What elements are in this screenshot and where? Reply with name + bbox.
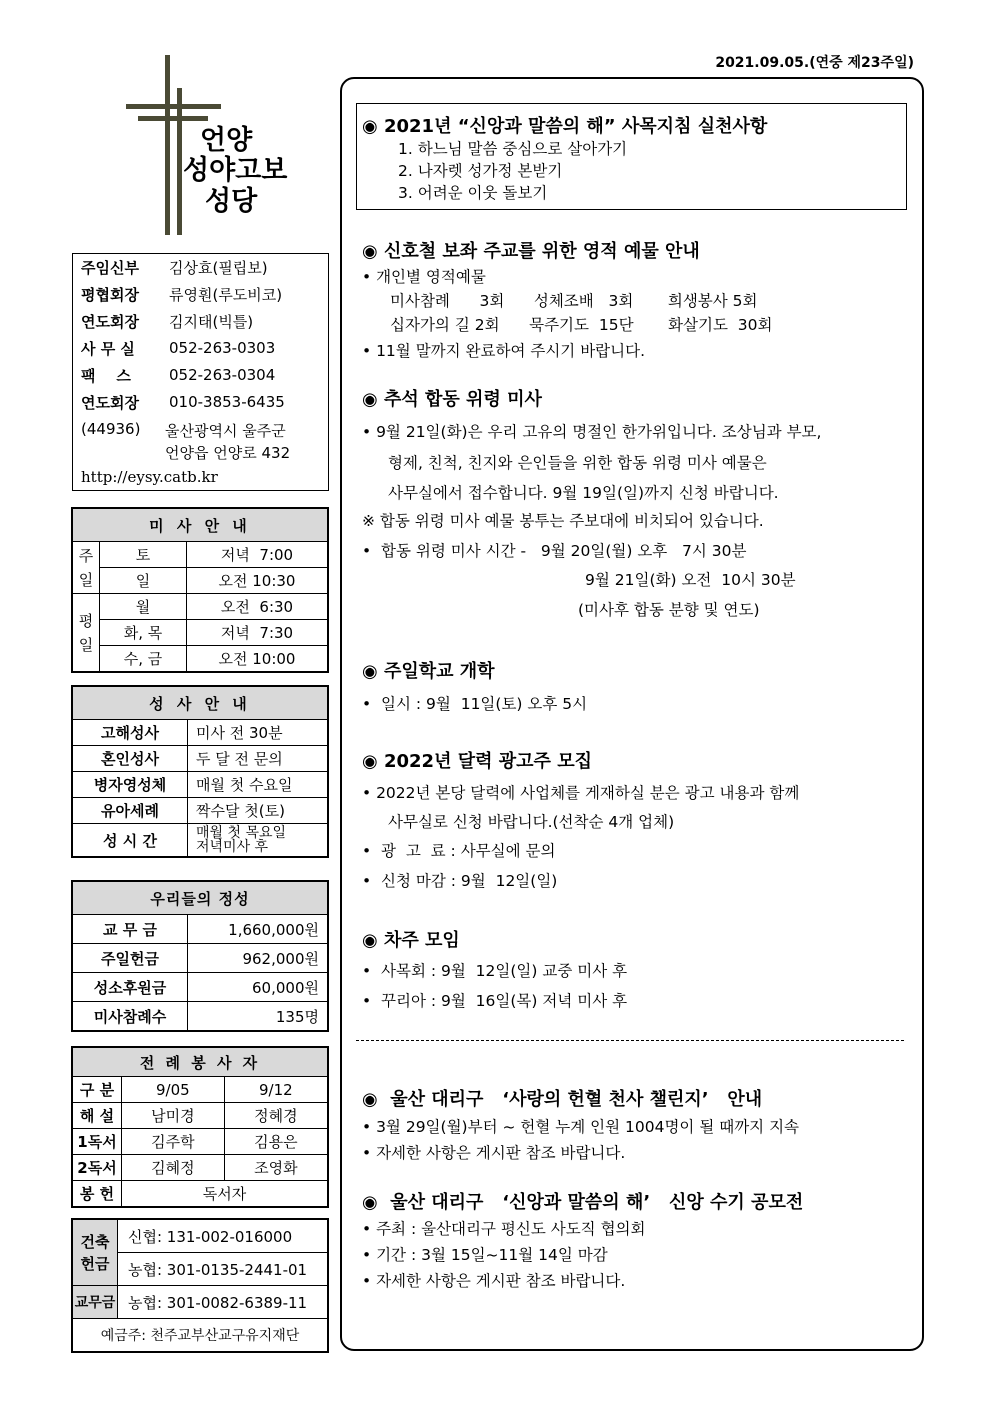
section-line: 3. 어려운 이웃 돌보기 — [398, 184, 548, 202]
section-line: 9월 21일(화) 오전 10시 30분 — [585, 571, 796, 589]
sacrament-value — [188, 824, 329, 858]
section-line: • 사목회 : 9월 12일(일) 교중 미사 후 — [362, 962, 628, 980]
sacrament-title: 성 사 안 내 — [72, 686, 328, 720]
sacrament-value: 두 달 전 문의 — [188, 746, 329, 772]
section-line: ※ 합동 위령 미사 예물 봉투는 주보대에 비치되어 있습니다. — [362, 512, 764, 530]
offering-title: 우리들의 정성 — [72, 881, 328, 915]
info-value: 052-263-0304 — [169, 366, 276, 384]
info-value: 김상효(필립보) — [169, 258, 268, 277]
section-line: • 꾸리아 : 9월 16일(목) 저녁 미사 후 — [362, 992, 628, 1010]
section-line: 형제, 친척, 친지와 은인들을 위한 합동 위령 미사 예물은 — [388, 454, 767, 472]
account-number: 농협: 301-0135-2441-01 — [118, 1253, 329, 1286]
section-line: • 자세한 사항은 게시판 참조 바랍니다. — [362, 1272, 626, 1290]
offering-value: 60,000원 — [188, 973, 329, 1002]
servers-date: 9/12 — [224, 1077, 328, 1103]
zip-code: (44936) — [81, 420, 141, 438]
section-title: ◉ 울산 대리구 ‘신앙과 말씀의 해’ 신앙 수기 공모전 — [362, 1192, 804, 1213]
mass-time: 오전 10:00 — [187, 646, 329, 673]
section-line: • 개인별 영적예물 — [362, 268, 486, 286]
bank-account-table — [71, 1218, 329, 1353]
servers-key: 2독서 — [72, 1155, 122, 1181]
servers-key: 봉 헌 — [72, 1181, 122, 1208]
section-line: • 신청 마감 : 9월 12일(일) — [362, 872, 558, 890]
section-divider — [356, 1040, 904, 1041]
section-line: (미사후 합동 분향 및 연도) — [578, 601, 760, 619]
cross-icon — [165, 55, 170, 235]
servers-person: 김용은 — [224, 1129, 328, 1155]
sacrament-key: 고해성사 — [72, 720, 188, 746]
section-title: ◉ 울산 대리구 ‘사랑의 헌혈 천사 챌린지’ 안내 — [362, 1089, 763, 1110]
sacrament-key: 병자영성체 — [72, 772, 188, 798]
mass-time: 오전 6:30 — [187, 594, 329, 620]
section-line: • 자세한 사항은 게시판 참조 바랍니다. — [362, 1144, 626, 1162]
offering-value: 135명 — [188, 1002, 329, 1032]
section-line: • 9월 21일(화)은 우리 고유의 명절인 한가위입니다. 조상님과 부모, — [362, 423, 822, 441]
servers-person: 독서자 — [122, 1181, 329, 1208]
mass-day: 수, 금 — [100, 646, 187, 673]
section-title: ◉ 신호철 보좌 주교를 위한 영적 예물 안내 — [362, 241, 700, 262]
cross-icon-inner — [177, 88, 182, 235]
info-key: 사 무 실 — [81, 339, 135, 358]
info-key: 팩 스 — [81, 366, 131, 385]
mass-day: 토 — [100, 542, 187, 568]
logo-line-2: 성야고보 — [183, 155, 288, 186]
servers-key: 구 분 — [72, 1077, 122, 1103]
info-value: 052-263-0303 — [169, 339, 276, 357]
mass-day: 월 — [100, 594, 187, 620]
servers-title: 전 례 봉 사 자 — [72, 1047, 328, 1077]
mass-time: 저녁 7:30 — [187, 620, 329, 646]
logo-line-3: 성당 — [205, 186, 258, 217]
section-line: • 11월 말까지 완료하여 주시기 바랍니다. — [362, 342, 646, 360]
servers-person: 김혜정 — [122, 1155, 225, 1181]
section-line: 사무실에서 접수합니다. 9월 19일(일)까지 신청 바랍니다. — [388, 484, 779, 502]
cross-bar-2 — [138, 116, 208, 121]
info-key: 연도회장 — [81, 393, 139, 412]
section-line: 1. 하느님 말씀 중심으로 살아가기 — [398, 140, 628, 158]
sacrament-value: 짝수달 첫(토) — [188, 798, 329, 824]
sacrament-key: 유아세례 — [72, 798, 188, 824]
servers-person: 남미경 — [122, 1103, 225, 1129]
liturgy-servers-table — [71, 1046, 329, 1208]
offering-key: 미사참례수 — [72, 1002, 188, 1032]
offering-key: 주일헌금 — [72, 944, 188, 973]
info-row — [81, 308, 253, 334]
offering-key: 교 무 금 — [72, 915, 188, 944]
section-title: ◉ 2022년 달력 광고주 모집 — [362, 751, 592, 772]
section-line: • 합동 위령 미사 시간 - 9월 20일(월) 오후 7시 30분 — [362, 542, 747, 560]
info-key: 주임신부 — [81, 258, 139, 277]
servers-key: 해 설 — [72, 1103, 122, 1129]
section-title: ◉ 차주 모임 — [362, 930, 460, 951]
section-line: 2. 나자렛 성가정 본받기 — [398, 162, 563, 180]
sacrament-value: 미사 전 30분 — [188, 720, 329, 746]
account-number: 농협: 301-0082-6389-11 — [118, 1286, 329, 1319]
servers-person: 정혜경 — [224, 1103, 328, 1129]
info-row — [81, 389, 285, 415]
cross-bar-1 — [126, 104, 221, 109]
bulletin-date: 2021.09.05.(연중 제23주일) — [715, 55, 914, 71]
offering-value: 962,000원 — [188, 944, 329, 973]
section-line: • 주최 : 울산대리구 평신도 사도직 협의회 — [362, 1220, 646, 1238]
info-row — [81, 335, 275, 361]
section-line: • 2022년 본당 달력에 사업체를 게재하실 분은 광고 내용과 함께 — [362, 784, 800, 802]
offering-key: 성소후원금 — [72, 973, 188, 1002]
section-line: • 일시 : 9월 11일(토) 오후 5시 — [362, 695, 588, 713]
section-line: 미사참례 3회 성체조배 3회 희생봉사 5회 — [390, 292, 758, 310]
section-line: • 기간 : 3월 15일~11월 14일 마감 — [362, 1246, 608, 1264]
section-title: ◉ 주일학교 개학 — [362, 661, 495, 682]
holy-hour-line-1: 매월 첫 목요일 — [196, 825, 287, 841]
section-title: ◉ 2021년 “신앙과 말씀의 해” 사목지침 실천사항 — [362, 116, 768, 137]
building-fund-label — [72, 1219, 118, 1286]
mass-time: 저녁 7:00 — [187, 542, 329, 568]
dues-label: 교무금 — [72, 1286, 118, 1319]
servers-person: 조영화 — [224, 1155, 328, 1181]
address-line-2: 언양읍 언양로 432 — [165, 444, 291, 462]
address-line-1: 울산광역시 울주군 — [165, 422, 286, 440]
sunday-label — [72, 542, 100, 594]
info-value: 류영훤(루도비코) — [169, 285, 283, 304]
section-line: • 광 고 료 : 사무실에 문의 — [362, 842, 556, 860]
holy-hour-line-2: 저녁미사 후 — [196, 839, 269, 855]
church-info-box — [72, 253, 329, 491]
info-key: 연도회장 — [81, 312, 139, 331]
section-line: • 3월 29일(월)부터 ~ 헌혈 누계 인원 1004명이 될 때까지 지속 — [362, 1118, 800, 1136]
sunday-label-text: 주일 — [78, 546, 94, 589]
mass-day: 화, 목 — [100, 620, 187, 646]
info-row — [81, 254, 268, 280]
sacrament-value: 매월 첫 수요일 — [188, 772, 329, 798]
section-title: ◉ 추석 합동 위령 미사 — [362, 389, 542, 410]
account-number: 신협: 131-002-016000 — [118, 1219, 329, 1253]
info-row — [81, 281, 282, 307]
mass-title: 미 사 안 내 — [72, 508, 328, 542]
section-line: 사무실로 신청 바랍니다.(선착순 4개 업체) — [388, 813, 675, 831]
logo-line-1: 언양 — [200, 125, 253, 156]
offering-value: 1,660,000원 — [188, 915, 329, 944]
sacrament-table — [71, 685, 329, 858]
weekday-label-text: 평일 — [78, 611, 94, 654]
sacrament-key: 혼인성사 — [72, 746, 188, 772]
website-link[interactable]: http://eysy.catb.kr — [81, 468, 218, 486]
info-value: 010-3853-6435 — [169, 393, 285, 411]
weekday-label — [72, 594, 100, 673]
account-holder: 예금주: 천주교부산교구유지재단 — [72, 1319, 328, 1353]
mass-schedule-table — [71, 507, 329, 673]
info-row — [81, 362, 275, 388]
mass-time: 오전 10:30 — [187, 568, 329, 594]
servers-date: 9/05 — [122, 1077, 225, 1103]
section-line: 십자가의 길 2회 묵주기도 15단 화살기도 30회 — [390, 316, 773, 334]
info-key: 평협회장 — [81, 285, 139, 304]
building-fund-label-text: 건축헌금 — [80, 1232, 110, 1273]
info-value: 김지태(빅틀) — [169, 312, 254, 331]
mass-day: 일 — [100, 568, 187, 594]
servers-key: 1독서 — [72, 1129, 122, 1155]
servers-person: 김주학 — [122, 1129, 225, 1155]
offering-table — [71, 880, 329, 1032]
sacrament-key: 성 시 간 — [72, 824, 188, 858]
